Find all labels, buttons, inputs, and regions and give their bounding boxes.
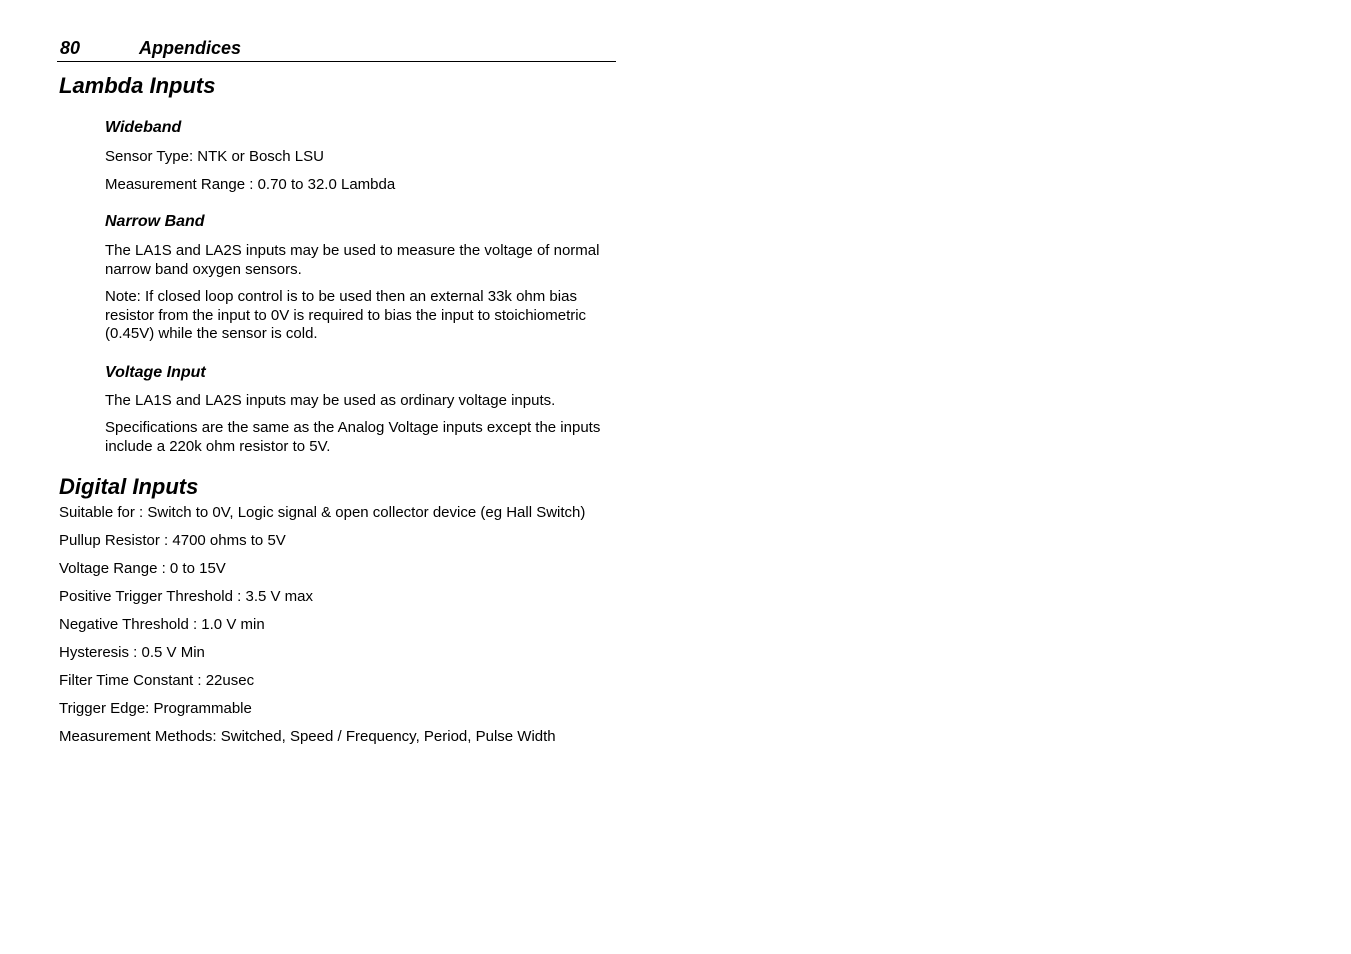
section-title-digital-inputs: Digital Inputs <box>59 474 199 499</box>
spec-line: Suitable for : Switch to 0V, Logic signal & open collector device (eg Hall Switch) <box>59 504 586 521</box>
voltage-input-specifications: Specifications are the same as the Analog Voltage inputs except the inputs include a 220k ohm resistor to 5V. <box>105 419 601 455</box>
narrow-band-paragraph: The LA1S and LA2S inputs may be used to measure the voltage of normal narrow band oxygen sensors. <box>105 242 600 278</box>
spec-line: Pullup Resistor : 4700 ohms to 5V <box>59 532 286 549</box>
voltage-input-paragraph: The LA1S and LA2S inputs may be used as ordinary voltage inputs. <box>105 391 556 409</box>
page-content <box>59 72 616 747</box>
subsection-heading-narrow-band: Narrow Band <box>105 213 205 230</box>
wideband-sensor-type: Sensor Type: NTK or Bosch LSU <box>105 148 324 165</box>
page-number: 80 <box>60 38 81 58</box>
spec-line: Measurement Methods: Switched, Speed / Frequency, Period, Pulse Width <box>59 728 556 745</box>
spec-line: Hysteresis : 0.5 V Min <box>59 644 205 661</box>
section-title-lambda-inputs: Lambda Inputs <box>59 73 216 98</box>
subsection-heading-voltage-input: Voltage Input <box>105 363 206 381</box>
running-header <box>57 38 616 62</box>
spec-line: Positive Trigger Threshold : 3.5 V max <box>59 588 314 605</box>
spec-line: Trigger Edge: Programmable <box>59 700 252 717</box>
wideband-measurement-range: Measurement Range : 0.70 to 32.0 Lambda <box>105 175 396 193</box>
subsection-heading-wideband: Wideband <box>105 119 182 136</box>
digital-inputs-spec-list <box>59 504 616 747</box>
chapter-title: Appendices <box>139 38 242 58</box>
spec-line: Filter Time Constant : 22usec <box>59 672 255 689</box>
narrow-band-note: Note: If closed loop control is to be used then an external 33k ohm bias resistor from the input to 0V is required to bias the input to stoichiometric (0.45V) while the sensor is cold. <box>105 288 587 342</box>
spec-line: Voltage Range : 0 to 15V <box>59 560 226 577</box>
spec-line: Negative Threshold : 1.0 V min <box>59 616 265 633</box>
